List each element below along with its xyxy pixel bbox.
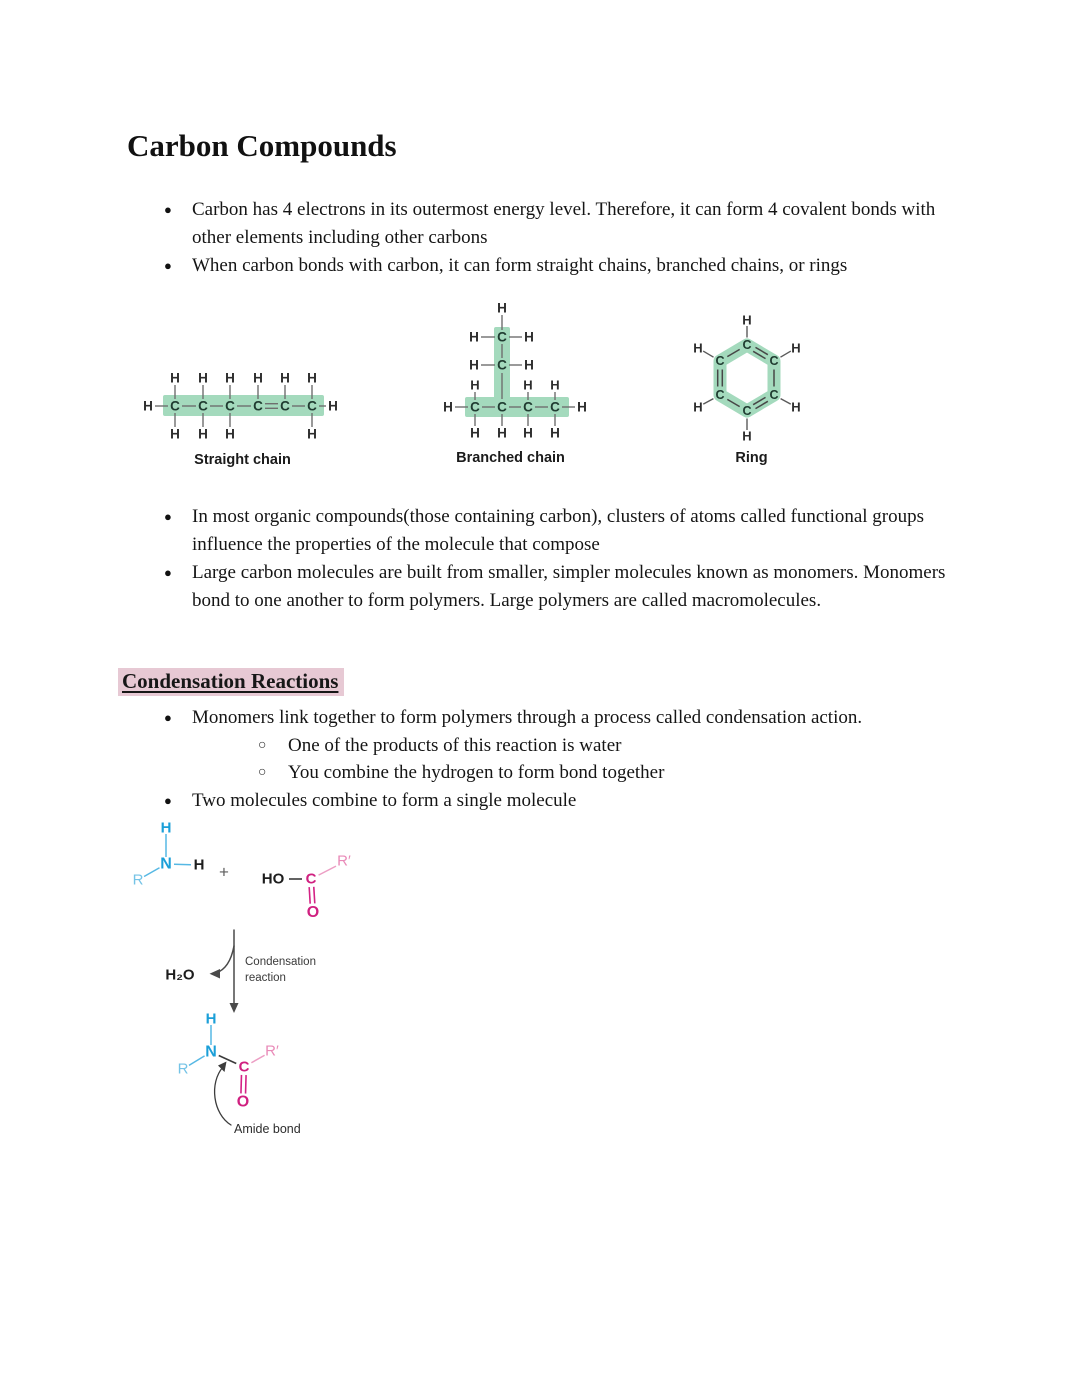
svg-text:C: C [523,399,533,415]
svg-text:H: H [550,377,560,393]
list-item [164,787,967,815]
list-item-text: Two molecules combine to form a single molecule [192,790,577,811]
hollow-bullet-icon: ○ [258,738,267,753]
svg-text:H: H [205,1010,217,1028]
hollow-bullet-icon: ○ [258,765,267,780]
svg-text:C: C [280,398,290,414]
list-item [164,252,967,280]
svg-text:R: R [177,1060,189,1078]
svg-text:C: C [550,399,560,415]
svg-text:H: H [550,425,560,441]
svg-text:H: H [328,398,338,414]
svg-text:HO: HO [261,870,285,888]
svg-text:C: C [742,338,752,352]
svg-text:C: C [497,357,507,373]
svg-text:H: H [577,399,587,415]
svg-text:C: C [497,329,507,345]
svg-text:H: H [280,370,290,386]
svg-text:C: C [253,398,263,414]
svg-text:O: O [306,904,320,921]
svg-text:C: C [307,398,317,414]
bullet-icon: ● [164,793,172,808]
svg-text:R′: R′ [265,1042,279,1060]
svg-text:R′: R′ [337,852,351,870]
svg-text:H: H [160,819,172,837]
svg-text:C: C [769,388,779,402]
straight-chain-figure [130,362,355,468]
list-item [258,732,968,760]
svg-text:H: H [524,329,534,345]
svg-text:C: C [170,398,180,414]
svg-text:H: H [225,370,235,386]
svg-text:H: H [470,377,480,393]
ring-diagram [684,308,819,446]
section-heading-condensation-reactions: Condensation Reactions [118,668,344,696]
svg-text:C: C [715,354,725,368]
bullet-icon: ● [164,202,172,217]
svg-text:H: H [443,399,453,415]
svg-text:H: H [225,426,235,442]
svg-text:H: H [198,370,208,386]
list-item [164,196,967,252]
svg-text:H: H [791,340,801,356]
svg-text:C: C [470,399,480,415]
svg-text:H: H [193,856,205,874]
svg-text:C: C [225,398,235,414]
list-item-text: Large carbon molecules are built from smaller, simpler molecules known as monomers. Monomers bond to one another to form polymers. Large polymers are called macromolecules. [192,562,946,611]
list-item [164,704,967,732]
list-item-text: You combine the hydrogen to form bond together [288,762,665,783]
svg-text:Amide bond: Amide bond [234,1122,301,1136]
bullet-icon: ● [164,565,172,580]
svg-text:C: C [715,388,725,402]
svg-text:H: H [497,300,507,316]
svg-text:C: C [497,399,507,415]
svg-text:R: R [132,871,144,889]
figure-caption: Branched chain [456,450,565,466]
bullet-icon: ● [164,710,172,725]
svg-text:C: C [305,870,317,888]
page-title: Carbon Compounds [127,128,397,163]
figure-caption: Ring [735,450,768,466]
svg-text:H: H [198,426,208,442]
svg-text:H: H [143,398,153,414]
list-item [164,559,967,615]
svg-text:H: H [524,357,534,373]
svg-text:H: H [307,370,317,386]
svg-text:C: C [769,354,779,368]
branched-chain-figure [428,296,593,466]
list-item [164,503,967,559]
svg-text:H: H [523,425,533,441]
figure-caption: Straight chain [194,452,291,468]
svg-text:H: H [497,425,507,441]
list-item [258,759,968,787]
list-item-text: Carbon has 4 electrons in its outermost energy level. Therefore, it can form 4 covalent bonds with other elements including other carbons [192,199,936,248]
svg-text:H: H [791,399,801,415]
branched-chain-diagram [428,296,593,446]
svg-text:N: N [205,1043,217,1061]
svg-text:H: H [742,428,752,444]
svg-text:H: H [470,425,480,441]
list-item-text: When carbon bonds with carbon, it can form straight chains, branched chains, or rings [192,255,848,276]
bullet-icon: ● [164,509,172,524]
ring-figure [684,308,819,466]
svg-text:O: O [236,1093,250,1111]
svg-text:H: H [693,399,703,415]
svg-text:C: C [742,404,752,418]
svg-text:H: H [742,312,752,328]
straight-chain-diagram [130,362,355,448]
svg-text:H: H [469,357,479,373]
condensation-reaction-figure [125,812,385,1147]
svg-text:H: H [307,426,317,442]
svg-text:+: + [219,862,229,882]
svg-text:H: H [469,329,479,345]
svg-text:H: H [253,370,263,386]
list-item-text: One of the products of this reaction is water [288,735,622,756]
condensation-reaction-diagram [125,812,385,1147]
svg-text:H: H [693,340,703,356]
svg-text:H: H [523,377,533,393]
svg-text:H: H [170,370,180,386]
list-item-text: Monomers link together to form polymers through a process called condensation action. [192,707,863,728]
svg-text:H: H [170,426,180,442]
svg-text:H₂O: H₂O [165,966,195,984]
bullet-icon: ● [164,258,172,273]
svg-text:Condensation: Condensation [245,956,316,968]
svg-text:C: C [198,398,208,414]
svg-text:C: C [238,1058,250,1076]
list-item-text: In most organic compounds(those containing carbon), clusters of atoms called functional groups influence the properties of the molecule that compose [192,506,925,555]
svg-text:N: N [160,855,172,873]
svg-text:reaction: reaction [245,972,286,984]
